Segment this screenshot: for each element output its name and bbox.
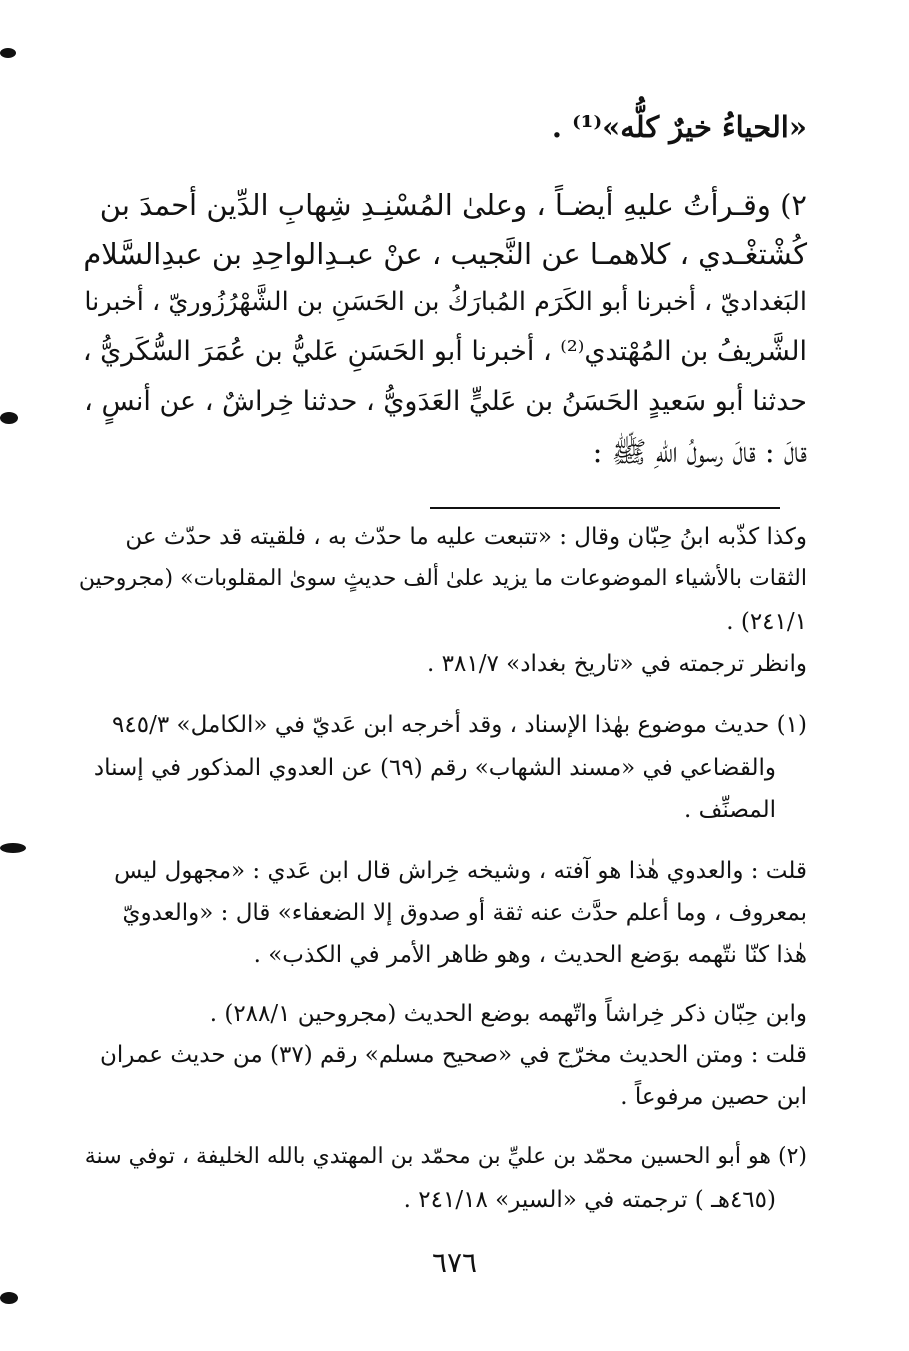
footnote-2-line: (٢) هو أبو الحسين محمّد بن عليِّ بن محمّد بن المهتدي بالله الخليفة ، توفي سنة [84,1144,807,1169]
footnote-1-line: (١) حديث موضوع بهٰذا الإسناد ، وقد أخرجه ابن عَديّ في «الكامل» ٩٤٥/٣ [112,712,807,738]
scan-mark-middle [0,412,18,424]
footnote-2-line: (٤٦٥هـ ) ترجمته في «السير» ٢٤١/١٨ . [403,1187,776,1213]
hadith-text-line: «الحياءُ خيرٌ كلُّه»⁽¹⁾ . [551,110,807,144]
main-text-line: كُشْتغْـدي ، كلاهمـا عن النَّجيب ، عنْ عبـدِالواحِدِ بن عبدِالسَّلام [83,237,807,271]
footnote-1-line: قلت : ومتن الحديث مخرّج في «صحيح مسلم» رقم (٣٧) من حديث عمران [100,1042,807,1068]
scan-mark-lower [0,843,26,853]
main-text-line: الشَّريفُ بن المُهْتدي⁽²⁾ ، أخبرنا أبو الحَسَنِ عَليُّ بن عُمَرَ السُّكَريُّ ، [82,336,807,367]
page-number: ٦٧٦ [431,1246,478,1279]
main-text-line: حدثنا أبو سَعيدٍ الحَسَنُ بن عَليٍّ العَدَويُّ ، حدثنا خِراشٌ ، عن أنسٍ ، [84,386,807,417]
footnote-line: الثقات بالأشياء الموضوعات ما يزيد علىٰ ألف حديثٍ سوىٰ المقلوبات» (مجروحين [78,566,807,591]
footnote-1-line: وابن حِبّان ذكر خِراشاً واتّهمه بوضع الحديث (مجروحين ٢٨٨/١) . [209,1001,807,1027]
footnote-1-line: هٰذا كنّا نتّهمه بوَضع الحديث ، وهو ظاهر الأمر في الكذب» . [253,942,807,968]
footnote-1-line: والقضاعي في «مسند الشهاب» رقم (٦٩) عن العدوي المذكور في إسناد [93,755,776,781]
footnote-1-line: قلت : والعدوي هٰذا هو آفته ، وشيخه خِراش قال ابن عَدي : «مجهول ليس [114,858,807,884]
main-text-line: قالَ : قالَ رسولُ اللهِ ﷺ : [592,435,807,469]
footnote-separator [430,507,780,509]
footnote-1-line: بمعروف ، وما أعلم حدَّث عنه ثقة أو صدوق إلا الضعفاء» قال : «والعدويّ [122,900,807,926]
footnote-line: وانظر ترجمته في «تاريخ بغداد» ٣٨١/٧ . [427,651,807,677]
footnote-line: ٢٤١/١) . [726,609,807,635]
scan-mark-bottom [0,1292,18,1304]
footnote-1-line: المصنِّف . [683,797,776,823]
main-text-line: البَغداديّ ، أخبرنا أبو الكَرَم المُبارَكُ بن الحَسَنِ بن الشَّهْرُزُوريّ ، أخبرنا [84,287,807,317]
main-text-line: ٢) وقـرأتُ عليهِ أيضـاً ، وعلىٰ المُسْنِـدِ شِهابِ الدِّين أحمدَ بن [99,188,807,222]
scan-mark-top [0,48,16,58]
footnote-line: وكذا كذّبه ابنُ حِبّان وقال : «تتبعت عليه ما حدّث به ، فلقيته قد حدّث عن [125,524,807,550]
footnote-1-line: ابن حصين مرفوعاً . [620,1084,807,1110]
